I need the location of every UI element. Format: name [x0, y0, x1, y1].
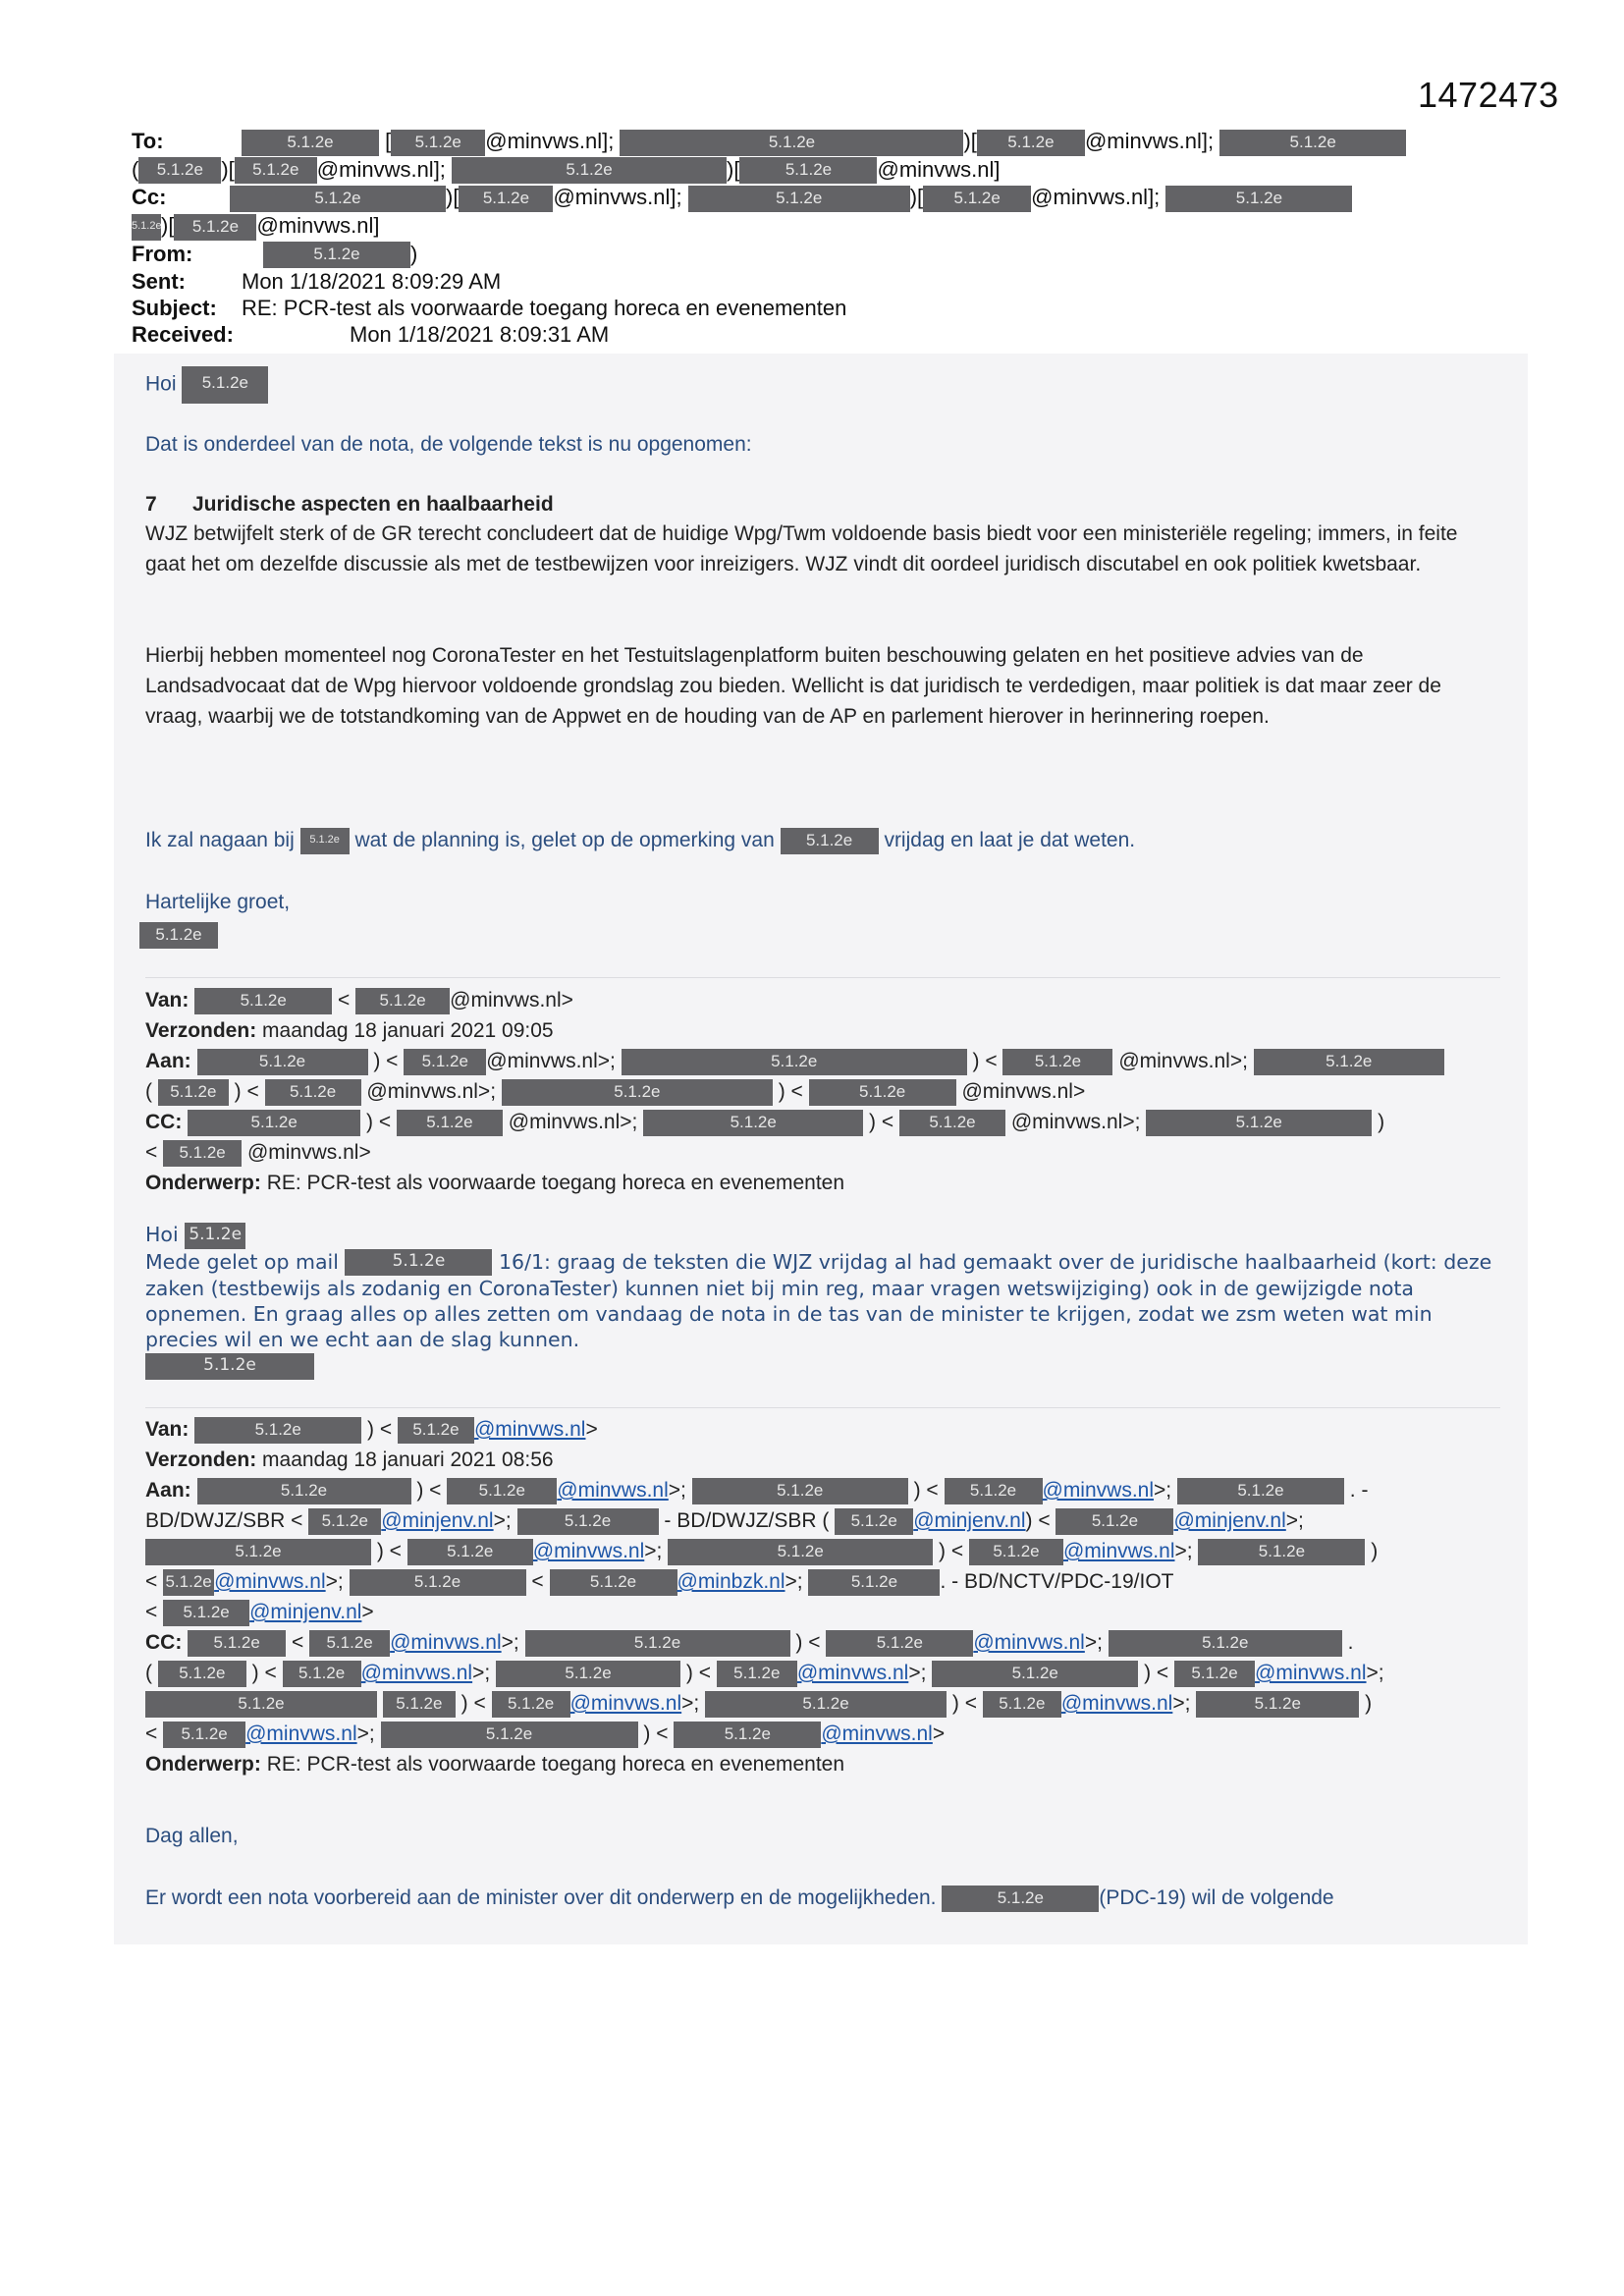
redaction: 5.1.2e — [397, 1110, 503, 1136]
sent-value: Mon 1/18/2021 8:09:29 AM — [242, 269, 502, 295]
separator — [145, 1407, 1500, 1408]
email-link[interactable]: @minvws.nl — [821, 1722, 933, 1745]
signature-line — [145, 919, 1500, 950]
redaction: 5.1.2e — [517, 1508, 659, 1535]
redaction: 5.1.2e — [983, 1691, 1061, 1718]
redaction: 5.1.2e — [381, 1722, 638, 1748]
redaction: 5.1.2e — [1196, 1691, 1359, 1718]
redaction: 5.1.2e — [345, 1249, 492, 1276]
email-domain: @minvws.nl — [553, 185, 671, 210]
redaction: 5.1.2e — [550, 1569, 677, 1596]
check-text-a: Ik zal nagaan bij — [145, 829, 295, 851]
redaction: 5.1.2e — [197, 1049, 368, 1075]
redaction: 5.1.2e — [1146, 1110, 1372, 1136]
redaction: 5.1.2e — [163, 1600, 249, 1626]
redaction: 5.1.2e — [188, 1110, 360, 1136]
email-link[interactable]: @minvws.nl — [1042, 1479, 1155, 1502]
email-link[interactable]: @minvws.nl — [473, 1418, 586, 1441]
reply1-intro: Dat is onderdeel van de nota, de volgende tekst is nu opgenomen: — [145, 433, 752, 456]
cc-label: CC: — [145, 1111, 183, 1133]
verzonden-label: Verzonden: — [145, 1019, 257, 1042]
redaction: 5.1.2e — [163, 1140, 242, 1167]
redaction: 5.1.2e — [138, 157, 221, 184]
redaction: 5.1.2e — [459, 186, 553, 212]
redaction: 5.1.2e — [1174, 1661, 1255, 1687]
email-domain: @minvws.nl — [1031, 185, 1149, 210]
aan-label: Aan: — [145, 1050, 191, 1072]
redaction: 5.1.2e — [398, 1417, 474, 1444]
separator — [145, 977, 1500, 978]
mail3-header: Van: 5.1.2e ) < 5.1.2e @minvws.nl> Verzonden: maandag 18 januari 2021 08:56 Aan: 5.1.2e ) < 5.1.2e @minvws.nl>; 5.1.2e ) < 5.1.2e @minvws.nl>; 5.1.2e . - BD/DWJZ/SBR < 5.1.2e @minjenv.nl>; 5.1.2e - BD/DWJZ/SBR ( 5.1.2e @minjenv.nl) < 5.1.2e @minjenv.nl>; 5.1.2e ) < 5.1.2e @minvws.nl>; 5.1.2e ) < 5.1.2e @minvws.nl>; 5.1.2e ) < 5.1.2e @minvws.nl>; 5.1.2e < 5.1.2e @minbzk.nl>; 5.1.2e . - BD/NCTV/PDC-19/IOT < 5.1.2e @minjenv.nl> CC: 5.1.2e < 5.1.2e @minvws.nl>; 5.1.2e ) < 5.1.2e @minvws.nl>; 5.1.2e . ( 5.1.2e ) < 5.1.2e @minvws.nl>; 5.1.2e ) < 5.1.2e @minvws.nl>; 5.1.2e ) < 5.1.2e @minvws.nl>; 5.1.2e 5.1.2e ) < 5.1.2e @minvws.nl>; 5.1.2e ) < 5.1.2e @minvws.nl>; 5.1.2e ) < 5.1.2e @minvws.nl>; 5.1.2e ) < 5.1.2e @minvws.nl> Onderwerp: RE: PCR-test als voorwaarde toegang horeca en evenementen — [145, 1418, 1384, 1776]
redaction: 5.1.2e — [942, 1886, 1099, 1912]
redaction: 5.1.2e — [145, 1539, 371, 1565]
redaction: 5.1.2e — [230, 186, 446, 212]
mail3-body-b: (PDC-19) wil de volgende — [1099, 1886, 1334, 1909]
redaction: 5.1.2e — [145, 1691, 377, 1718]
cc-row-1: Cc: 5.1.2e )[ 5.1.2e @minvws.nl]; 5.1.2e )[ 5.1.2e @minvws.nl]; 5.1.2e — [132, 184, 1496, 212]
redaction: 5.1.2e — [1165, 186, 1352, 212]
closing: Hartelijke groet, — [145, 891, 291, 913]
email-link[interactable]: @minjenv.nl — [1173, 1509, 1286, 1532]
mail2-greeting: Hoi — [145, 1223, 179, 1246]
redaction: 5.1.2e — [185, 1223, 245, 1249]
redaction: 5.1.2e — [808, 1569, 940, 1596]
redaction: 5.1.2e — [283, 1661, 361, 1687]
email-link[interactable]: @minvws.nl — [557, 1479, 669, 1502]
redaction: 5.1.2e — [492, 1691, 570, 1718]
email-domain: @minvws.nl — [877, 156, 995, 182]
email-link[interactable]: @minvws.nl — [1062, 1540, 1175, 1562]
redaction: 5.1.2e — [781, 828, 879, 854]
outlook-header — [132, 128, 1496, 348]
redaction: 5.1.2e — [174, 214, 256, 241]
onderwerp-value: RE: PCR-test als voorwaarde toegang horeca en evenementen — [266, 1172, 845, 1194]
redaction: 5.1.2e — [263, 242, 410, 268]
redaction: 5.1.2e — [158, 1661, 246, 1687]
redaction: 5.1.2e — [1177, 1478, 1344, 1504]
sent-label: Sent: — [132, 269, 186, 295]
email-link[interactable]: @minbzk.nl — [677, 1570, 785, 1593]
redaction: 5.1.2e — [502, 1079, 773, 1106]
redaction: 5.1.2e — [705, 1691, 947, 1718]
redaction: 5.1.2e — [139, 922, 218, 949]
mail2-body-a: Mede gelet op mail — [145, 1249, 339, 1274]
redaction: 5.1.2e — [923, 186, 1031, 212]
reply1-greeting-line — [145, 366, 1500, 404]
redaction: 5.1.2e — [350, 1569, 526, 1596]
onderwerp-label: Onderwerp: — [145, 1172, 261, 1194]
redaction: 5.1.2e — [407, 1539, 533, 1565]
redaction: 5.1.2e — [163, 1569, 214, 1596]
subject-value: RE: PCR-test als voorwaarde toegang horeca en evenementen — [242, 296, 847, 321]
subject-label: Subject: — [132, 296, 217, 321]
redaction: 5.1.2e — [932, 1661, 1138, 1687]
email-domain: @minvws.nl — [1084, 129, 1202, 153]
mail2-body — [145, 1222, 1500, 1380]
subject-row — [132, 295, 1496, 321]
redaction: 5.1.2e — [194, 1417, 361, 1444]
redaction: 5.1.2e — [899, 1110, 1005, 1136]
section-title: Juridische aspecten en haalbaarheid — [192, 493, 554, 516]
section-para-2: Hierbij hebben momenteel nog CoronaTester en het Testuitslagenplatform buiten beschouwing gelaten en het positieve advies van de Landsadvocaat dat de Wpg hiervoor voldoende grondslag zou bieden. Wellicht is dat juridisch te verdedigen, maar politiek is dat maar zeer de vraag, waarbij we de totstandkoming van de Appwet en de houding van de AP en parlement hierover in herinnering roepen. — [145, 644, 1441, 728]
redaction: 5.1.2e — [188, 1630, 286, 1657]
cc-label: CC: — [145, 1631, 183, 1654]
mail3-body-a: Er wordt een nota voorbereid aan de minister over dit onderwerp en de mogelijkheden. — [145, 1886, 937, 1909]
email-link[interactable]: @minvws.nl — [973, 1631, 1085, 1654]
redaction: 5.1.2e — [1002, 1049, 1112, 1075]
received-value: Mon 1/18/2021 8:09:31 AM — [350, 322, 610, 348]
redaction: 5.1.2e — [643, 1110, 863, 1136]
email-link[interactable]: @minvws.nl — [1255, 1662, 1367, 1684]
van-label: Van: — [145, 989, 189, 1011]
redaction: 5.1.2e — [452, 157, 727, 184]
redaction: 5.1.2e — [1254, 1049, 1444, 1075]
to-row-1: To: 5.1.2e [ 5.1.2e @minvws.nl]; 5.1.2e )[ 5.1.2e @minvws.nl]; 5.1.2e — [132, 128, 1496, 156]
email-link[interactable]: @minjenv.nl — [249, 1601, 362, 1623]
email-link[interactable]: @minvws.nl — [532, 1540, 645, 1562]
redaction: 5.1.2e — [182, 366, 268, 404]
redaction: 5.1.2e — [383, 1691, 456, 1718]
van-label: Van: — [145, 1418, 189, 1441]
redaction: 5.1.2e — [620, 130, 963, 156]
section-para-1: WJZ betwijfelt sterk of de GR terecht concludeert dat de huidige Wpg/Twm voldoende basis biedt voor een ministeriële regeling; immers, in feite gaat het om dezelfde discussie als met de testbewijzen voor inreizigers. WJZ vindt dit oordeel juridisch discutabel en ook politiek kwetsbaar. — [145, 522, 1458, 575]
redaction: 5.1.2e — [265, 1079, 361, 1106]
mail3-greeting: Dag allen, — [145, 1825, 239, 1847]
redaction: 5.1.2e — [688, 186, 910, 212]
received-row — [132, 321, 1496, 348]
mail2-header: Van: 5.1.2e < 5.1.2e @minvws.nl> Verzonden: maandag 18 januari 2021 09:05 Aan: 5.1.2e ) < 5.1.2e @minvws.nl>; 5.1.2e ) < 5.1.2e @minvws.nl>; 5.1.2e ( 5.1.2e ) < 5.1.2e @minvws.nl>; 5.1.2e ) < 5.1.2e @minvws.nl> CC: 5.1.2e ) < 5.1.2e @minvws.nl>; 5.1.2e ) < 5.1.2e @minvws.nl>; 5.1.2e ) < 5.1.2e @minvws.nl> Onderwerp: RE: PCR-test als voorwaarde toegang horeca en evenementen — [145, 985, 1500, 1198]
redaction: 5.1.2e — [739, 157, 877, 184]
from-label: From: — [132, 241, 193, 266]
email-link[interactable]: @minvws.nl — [796, 1662, 909, 1684]
reply1-greeting: Hoi — [145, 372, 177, 396]
redaction: 5.1.2e — [674, 1722, 821, 1748]
to-row-2: ( 5.1.2e )[ 5.1.2e @minvws.nl]; 5.1.2e )[ 5.1.2e @minvws.nl] — [132, 156, 1496, 185]
redaction: 5.1.2e — [145, 1353, 314, 1380]
redaction: 5.1.2e — [1056, 1508, 1173, 1535]
email-link[interactable]: @minvws.nl — [1060, 1692, 1173, 1715]
email-link[interactable]: @minvws.nl — [569, 1692, 682, 1715]
verzonden-value: maandag 18 januari 2021 09:05 — [262, 1019, 554, 1042]
verzonden-label: Verzonden: — [145, 1449, 257, 1471]
redaction: 5.1.2e — [197, 1478, 411, 1504]
cc-row-2: 5.1.2e)[ 5.1.2e @minvws.nl] — [132, 212, 1496, 241]
redaction: 5.1.2e — [308, 1508, 381, 1535]
section-heading — [145, 489, 1500, 519]
email-link[interactable]: @minvws.nl — [390, 1631, 502, 1654]
check-text-c: vrijdag en laat je dat weten. — [884, 829, 1136, 851]
email-link[interactable]: @minvws.nl — [245, 1722, 357, 1745]
redaction: 5.1.2e — [622, 1049, 967, 1075]
from-row: From: 5.1.2e ) — [132, 241, 1496, 269]
org-label: . - BD/NCTV/PDC-19/IOT — [940, 1570, 1174, 1593]
verzonden-value: maandag 18 januari 2021 08:56 — [262, 1449, 554, 1471]
redaction: 5.1.2e — [969, 1539, 1063, 1565]
email-domain: @minvws.nl — [316, 156, 434, 182]
mail2-body-b: 16/1: graag de teksten die WJZ vrijdag al had gemaakt over de juridische haalbaarheid (kort: deze zaken (testbewijs als zodanig en CoronaTester) kunnen niet bij min reg, maar vragen wetswijziging) ook in de gewijzigde nota opnemen. En graag alles op alles zetten om vandaag de nota in de tas van de minister te krijgen, zodat we zsm weten wat min precies wil en we echt aan de slag kunnen. — [145, 1249, 1492, 1351]
email-link[interactable]: @minjenv.nl — [381, 1509, 494, 1532]
email-domain: @minvws.nl — [485, 129, 603, 153]
email-link[interactable]: @minvws.nl — [214, 1570, 326, 1593]
redaction: 5.1.2e — [668, 1539, 933, 1565]
redaction: 5.1.2e — [447, 1478, 557, 1504]
received-label: Received: — [132, 322, 234, 348]
sent-row — [132, 268, 1496, 295]
section-number: 7 — [145, 493, 157, 516]
redaction: 5.1.2e — [809, 1079, 956, 1106]
mail3-body-line — [145, 1883, 1500, 1913]
org-label: - BD/DWJZ/SBR ( — [664, 1509, 830, 1532]
redaction: 5.1.2e — [158, 1079, 229, 1106]
redaction: 5.1.2e — [945, 1478, 1043, 1504]
onderwerp-label: Onderwerp: — [145, 1753, 261, 1776]
redaction: 5.1.2e — [1198, 1539, 1365, 1565]
redaction: 5.1.2e — [1109, 1630, 1342, 1657]
redaction: 5.1.2e — [194, 988, 332, 1014]
redaction: 5.1.2e — [355, 988, 450, 1014]
redaction: 5.1.2e — [977, 130, 1085, 156]
redaction: 5.1.2e — [391, 130, 485, 156]
email-link[interactable]: @minvws.nl — [360, 1662, 473, 1684]
redaction: 5.1.2e — [496, 1661, 680, 1687]
redaction: 5.1.2e — [835, 1508, 913, 1535]
redaction: 5.1.2e — [525, 1630, 790, 1657]
redaction: 5.1.2e — [235, 157, 317, 184]
redaction: 5.1.2e — [692, 1478, 908, 1504]
check-line — [145, 825, 1500, 855]
to-label: To: — [132, 129, 164, 153]
redaction: 5.1.2e — [404, 1049, 486, 1075]
document-id: 1472473 — [1418, 75, 1559, 115]
redaction: 5.1.2e — [163, 1722, 245, 1748]
redaction: 5.1.2e — [309, 1630, 390, 1657]
redaction: 5.1.2e — [300, 828, 350, 854]
cc-label: Cc: — [132, 185, 167, 210]
org-label: BD/DWJZ/SBR — [145, 1509, 286, 1532]
redaction: 5.1.2e — [242, 130, 379, 156]
redaction: 5.1.2e — [132, 214, 161, 241]
aan-label: Aan: — [145, 1479, 191, 1502]
onderwerp-value: RE: PCR-test als voorwaarde toegang horeca en evenementen — [266, 1753, 845, 1776]
redaction: 5.1.2e — [1219, 130, 1406, 156]
redaction: 5.1.2e — [826, 1630, 973, 1657]
email-link[interactable]: @minjenv.nl — [913, 1509, 1026, 1532]
redaction: 5.1.2e — [717, 1661, 797, 1687]
check-text-b: wat de planning is, gelet op de opmerking van — [354, 829, 775, 851]
email-domain: @minvws.nl — [256, 213, 374, 239]
